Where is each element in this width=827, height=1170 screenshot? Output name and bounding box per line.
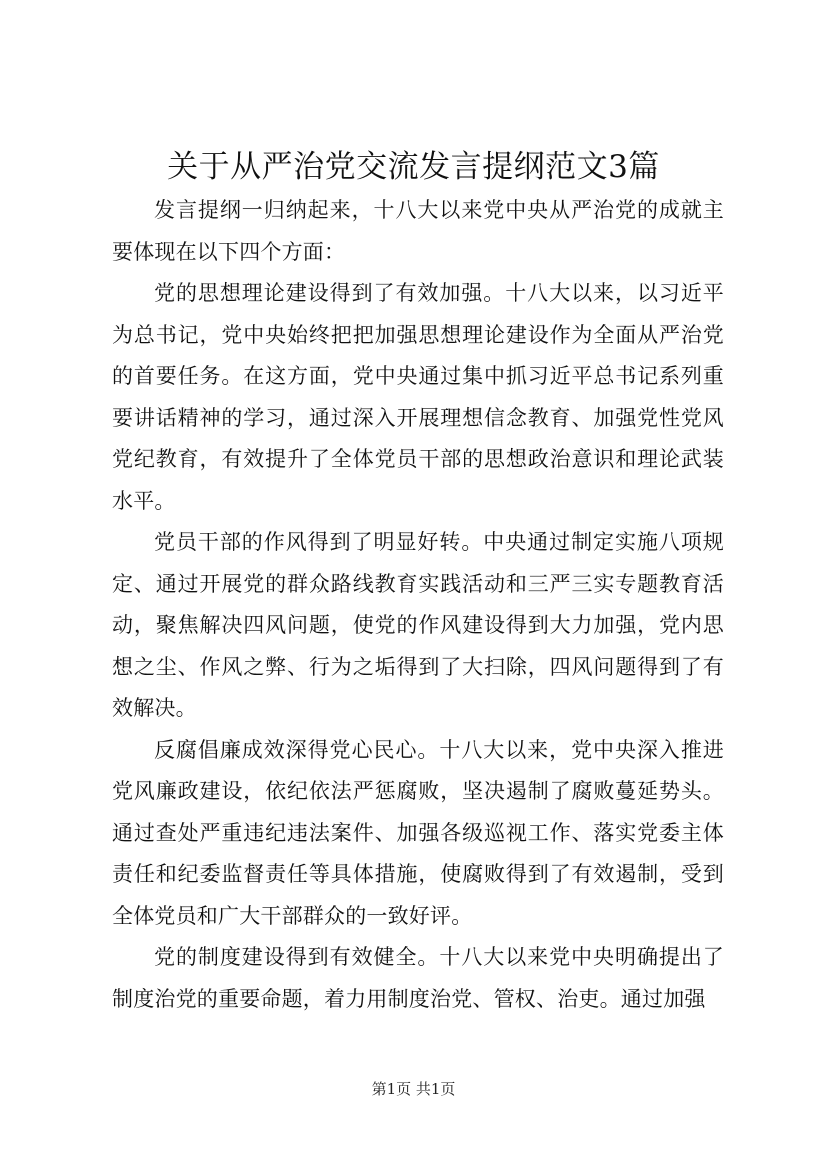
document-title: 关于从严治党交流发言提纲范文3篇 xyxy=(167,149,660,185)
paragraph-anti-corruption: 反腐倡廉成效深得党心民心。十八大以来，党中央深入推进党风廉政建设，依纪依法严惩腐败，坚决遏制了腐败蔓延势头。通过查处严重违纪违法案件、加强各级巡视工作、落实党委主体责任和纪委监督责任等具体措施，使腐败得到了有效遏制，受到全体党员和广大干部群众的一致好评。 xyxy=(112,737,724,928)
paragraph-institution: 党的制度建设得到有效健全。十八大以来党中央明确提出了制度治党的重要命题，着力用制度治党、管权、治吏。通过加强 xyxy=(112,945,724,1011)
paragraph-ideology: 党的思想理论建设得到了有效加强。十八大以来，以习近平为总书记，党中央始终把把加强思想理论建设作为全面从严治党的首要任务。在这方面，党中央通过集中抓习近平总书记系列重要讲话精神的学习，通过深入开展理想信念教育、加强党性党风党纪教育，有效提升了全体党员干部的思想政治意识和理论武装水平。 xyxy=(112,281,724,513)
paragraph-intro: 发言提纲一归纳起来，十八大以来党中央从严治党的成就主要体现在以下四个方面： xyxy=(112,198,724,264)
paragraph-work-style: 党员干部的作风得到了明显好转。中央通过制定实施八项规定、通过开展党的群众路线教育实践活动和三严三实专题教育活动，聚焦解决四风问题，使党的作风建设得到大力加强，党内思想之尘、作风之弊、行为之垢得到了大扫除，四风问题得到了有效解决。 xyxy=(112,530,724,720)
page-number-footer: 第1页 共1页 xyxy=(371,1080,456,1098)
document-body xyxy=(112,190,724,1020)
